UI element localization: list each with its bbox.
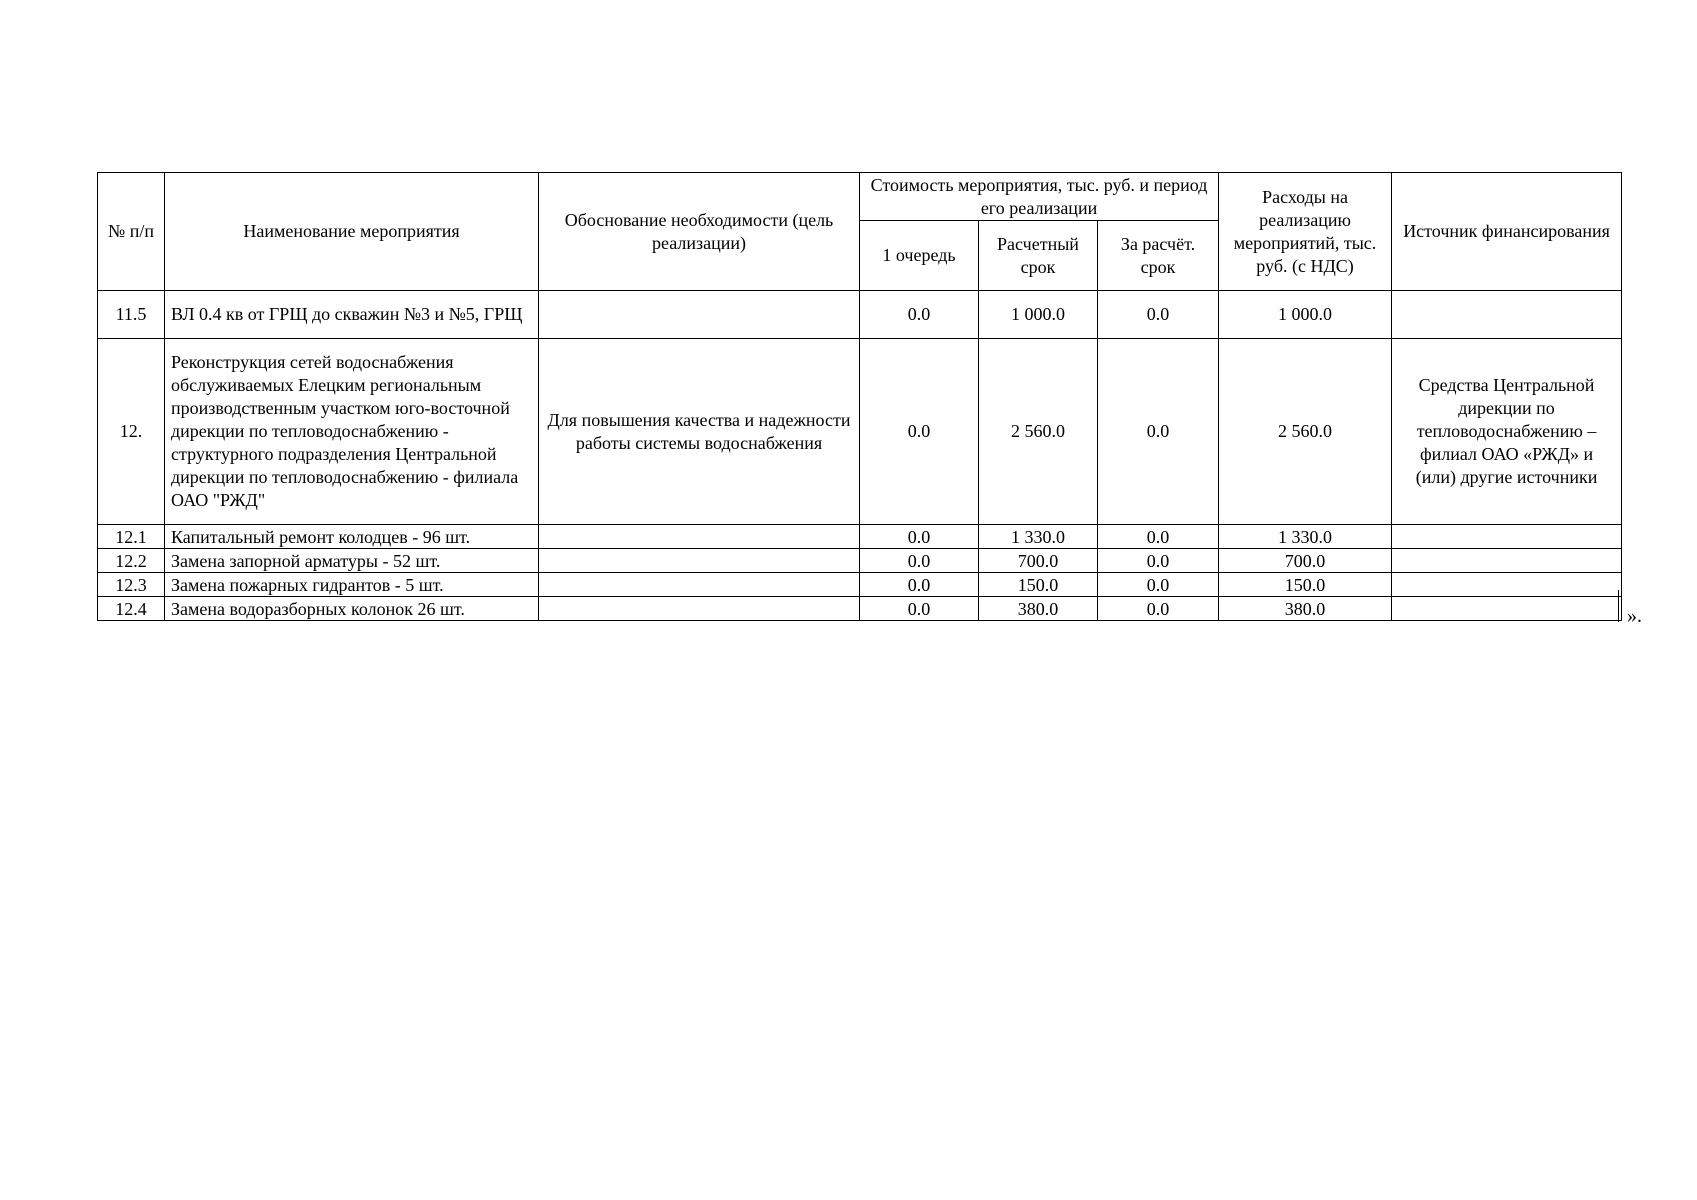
row-name: Замена запорной арматуры - 52 шт.	[165, 549, 539, 573]
row-justification	[539, 597, 860, 621]
row-q1: 0.0	[860, 597, 979, 621]
row-name: ВЛ 0.4 кв от ГРЩ до скважин №3 и №5, ГРЩ	[165, 291, 539, 339]
header-justification: Обоснование необходимости (цель реализации)	[539, 173, 860, 291]
table-row	[98, 573, 1622, 597]
row-num: 12.3	[98, 573, 165, 597]
closing-quote-mark: ».	[1627, 605, 1642, 627]
row-justification	[539, 291, 860, 339]
row-num: 12.2	[98, 549, 165, 573]
row-beyond: 0.0	[1098, 549, 1219, 573]
activities-table	[97, 172, 1622, 621]
row-name: Замена водоразборных колонок 26 шт.	[165, 597, 539, 621]
row-calc: 150.0	[979, 573, 1098, 597]
row-calc: 2 560.0	[979, 339, 1098, 525]
header-name: Наименование мероприятия	[165, 173, 539, 291]
header-cost-beyond: За расчёт. срок	[1098, 221, 1219, 291]
header-cost-q1: 1 очередь	[860, 221, 979, 291]
row-expenses: 1 330.0	[1219, 525, 1392, 549]
row-q1: 0.0	[860, 291, 979, 339]
table-row	[98, 339, 1622, 525]
row-beyond: 0.0	[1098, 573, 1219, 597]
row-calc: 380.0	[979, 597, 1098, 621]
row-source	[1392, 525, 1622, 549]
table-row	[98, 549, 1622, 573]
row-calc: 1 330.0	[979, 525, 1098, 549]
row-calc: 1 000.0	[979, 291, 1098, 339]
row-expenses: 2 560.0	[1219, 339, 1392, 525]
row-expenses: 150.0	[1219, 573, 1392, 597]
row-num: 12.	[98, 339, 165, 525]
row-q1: 0.0	[860, 525, 979, 549]
table-row	[98, 291, 1622, 339]
row-num: 11.5	[98, 291, 165, 339]
row-expenses: 380.0	[1219, 597, 1392, 621]
row-justification	[539, 549, 860, 573]
header-cost-calc: Расчетный срок	[979, 221, 1098, 291]
row-expenses: 700.0	[1219, 549, 1392, 573]
row-source: Средства Центральной дирекции по тепловодоснабжению – филиал ОАО «РЖД» и (или) другие источники	[1392, 339, 1622, 525]
header-cost-group: Стоимость мероприятия, тыс. руб. и период его реализации	[860, 173, 1219, 221]
row-justification	[539, 573, 860, 597]
row-justification: Для повышения качества и надежности работы системы водоснабжения	[539, 339, 860, 525]
table-row	[98, 597, 1622, 621]
row-beyond: 0.0	[1098, 525, 1219, 549]
row-name: Замена пожарных гидрантов - 5 шт.	[165, 573, 539, 597]
header-expenses: Расходы на реализацию мероприятий, тыс. руб. (с НДС)	[1219, 173, 1392, 291]
margin-tick	[1618, 590, 1619, 622]
row-justification	[539, 525, 860, 549]
row-name: Реконструкция сетей водоснабжения обслуживаемых Елецким региональным производственным участком юго-восточной дирекции по тепловодоснабжению - структурного подразделения Центральной дирекции по тепловодоснабжению - филиала ОАО "РЖД"	[165, 339, 539, 525]
header-num: № п/п	[98, 173, 165, 291]
row-num: 12.1	[98, 525, 165, 549]
row-beyond: 0.0	[1098, 597, 1219, 621]
row-q1: 0.0	[860, 549, 979, 573]
row-beyond: 0.0	[1098, 339, 1219, 525]
row-num: 12.4	[98, 597, 165, 621]
row-expenses: 1 000.0	[1219, 291, 1392, 339]
row-source	[1392, 573, 1622, 597]
row-source	[1392, 291, 1622, 339]
row-name: Капитальный ремонт колодцев - 96 шт.	[165, 525, 539, 549]
table-row	[98, 525, 1622, 549]
row-source	[1392, 597, 1622, 621]
row-q1: 0.0	[860, 573, 979, 597]
row-beyond: 0.0	[1098, 291, 1219, 339]
row-q1: 0.0	[860, 339, 979, 525]
row-source	[1392, 549, 1622, 573]
row-calc: 700.0	[979, 549, 1098, 573]
header-source: Источник финансирования	[1392, 173, 1622, 291]
